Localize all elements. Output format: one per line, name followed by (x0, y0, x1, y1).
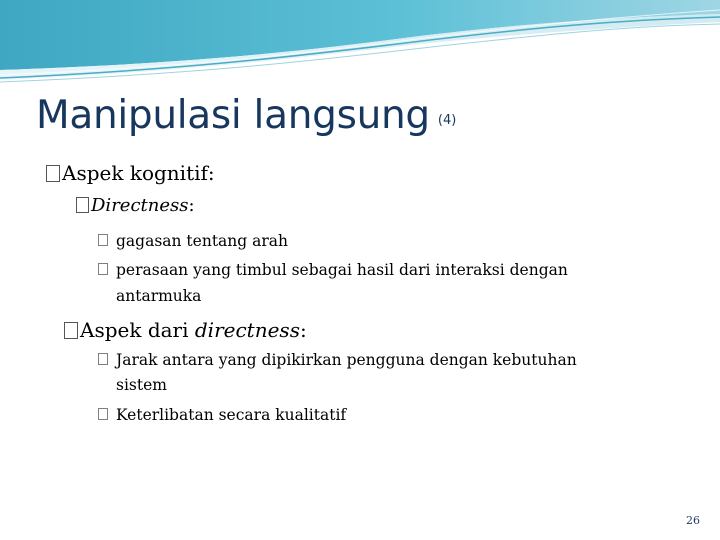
bullet-text: Jarak antara yang dipikirkan pengguna dengan kebutuhan (116, 351, 577, 369)
title-suffix: (4) (437, 113, 457, 128)
bullet-text: perasaan yang timbul sebagai hasil dari interaksi dengan (116, 261, 568, 279)
bullet-square-icon (64, 322, 78, 339)
bullet-keterlibatan (98, 405, 346, 426)
bullet-perasaan-continuation: antarmuka (116, 287, 202, 305)
bullet-text-after: : (188, 195, 195, 216)
page-number: 26 (686, 514, 700, 527)
bullet-gagasan (98, 231, 288, 252)
bullet-square-icon (76, 197, 89, 213)
bullet-jarak (98, 350, 577, 371)
bullet-text: gagasan tentang arah (116, 232, 288, 250)
bullet-text: Keterlibatan secara kualitatif (116, 406, 347, 424)
bullet-text: Directness (91, 195, 189, 216)
title-text: Manipulasi langsung (36, 93, 430, 138)
bullet-aspek-kognitif (46, 160, 215, 186)
bullet-square-icon (98, 408, 108, 420)
bullet-square-icon (98, 353, 108, 365)
bullet-aspek-dari-directness (64, 317, 307, 343)
bullet-directness (76, 194, 195, 218)
bullet-perasaan (98, 260, 568, 281)
bullet-text: Aspek kognitif: (62, 161, 215, 185)
bullet-text: Aspek dari (80, 318, 195, 342)
bullet-square-icon (98, 263, 108, 275)
bullet-square-icon (98, 234, 108, 246)
bullet-text-after: : (299, 318, 307, 342)
bullet-square-icon (46, 165, 60, 182)
bullet-text-italic: directness (194, 318, 300, 342)
bullet-jarak-continuation: sistem (116, 376, 167, 394)
